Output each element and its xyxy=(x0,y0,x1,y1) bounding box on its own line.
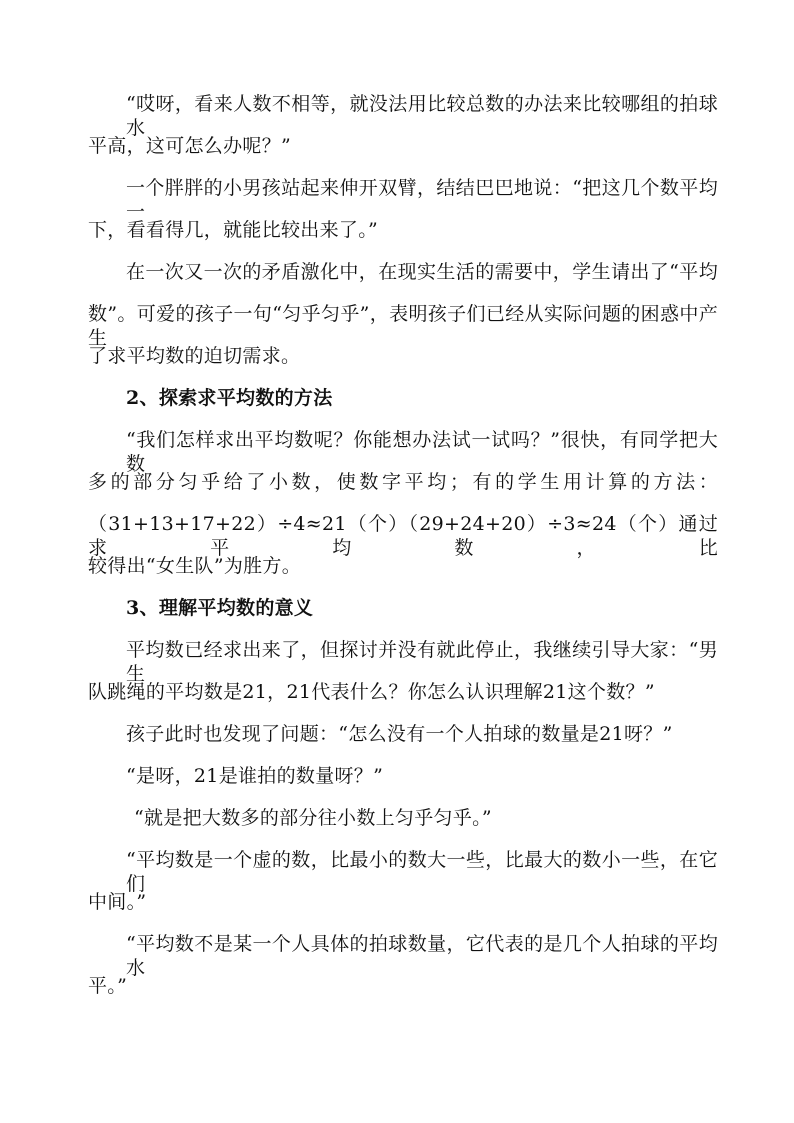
paragraph-9-line-1: “平均数是一个虚的数，比最小的数大一些，比最大的数小一些，在它们 xyxy=(126,849,718,895)
section-heading-2: 2、探索求平均数的方法 xyxy=(126,387,333,409)
paragraph-1-line-2: 平高，这可怎么办呢？” xyxy=(88,135,292,157)
paragraph-5-line-1: 平均数已经求出来了，但探讨并没有就此停止，我继续引导大家：“男生 xyxy=(126,639,718,685)
paragraph-4-line-2: 多的部分匀乎给了小数，使数字平均；有的学生用计算的方法： xyxy=(88,471,718,493)
paragraph-10-line-1: “平均数不是某一个人具体的拍球数量，它代表的是几个人拍球的平均水 xyxy=(126,933,718,979)
paragraph-1-line-1: “哎呀，看来人数不相等，就没法用比较总数的办法来比较哪组的拍球水 xyxy=(126,93,718,139)
paragraph-2-line-1: 一个胖胖的小男孩站起来伸开双臂，结结巴巴地说：“把这几个数平均一 xyxy=(126,177,718,223)
paragraph-2-line-2: 下，看看得几，就能比较出来了。” xyxy=(88,219,379,241)
paragraph-6-line-1: 孩子此时也发现了问题：“怎么没有一个人拍球的数量是21呀？” xyxy=(126,723,673,745)
paragraph-4-line-4: 较得出“女生队”为胜方。 xyxy=(88,555,302,577)
paragraph-10-line-2: 平。” xyxy=(88,975,128,997)
paragraph-9-line-2: 中间。” xyxy=(88,891,147,913)
paragraph-3-line-1: 在一次又一次的矛盾激化中，在现实生活的需要中，学生请出了“平均 xyxy=(126,261,718,283)
section-heading-3: 3、理解平均数的意义 xyxy=(126,597,314,619)
paragraph-4-line-1: “我们怎样求出平均数呢？你能想办法试一试吗？”很快，有同学把大数 xyxy=(126,429,718,475)
paragraph-4-line-3: （31+13+17+22）÷4≈21（个）（29+24+20）÷3≈24（个）通过求平均数，比 xyxy=(88,513,718,559)
paragraph-8-line-1: “就是把大数多的部分往小数上匀乎匀乎。” xyxy=(134,807,492,829)
paragraph-3-line-2: 数”。可爱的孩子一句“匀乎匀乎”，表明孩子们已经从实际问题的困惑中产生 xyxy=(88,303,718,349)
paragraph-5-line-2: 队跳绳的平均数是21，21代表什么？你怎么认识理解21这个数？” xyxy=(88,681,655,703)
paragraph-7-line-1: “是呀，21是谁拍的数量呀？” xyxy=(126,765,384,787)
paragraph-3-line-3: 了求平均数的迫切需求。 xyxy=(88,345,301,367)
